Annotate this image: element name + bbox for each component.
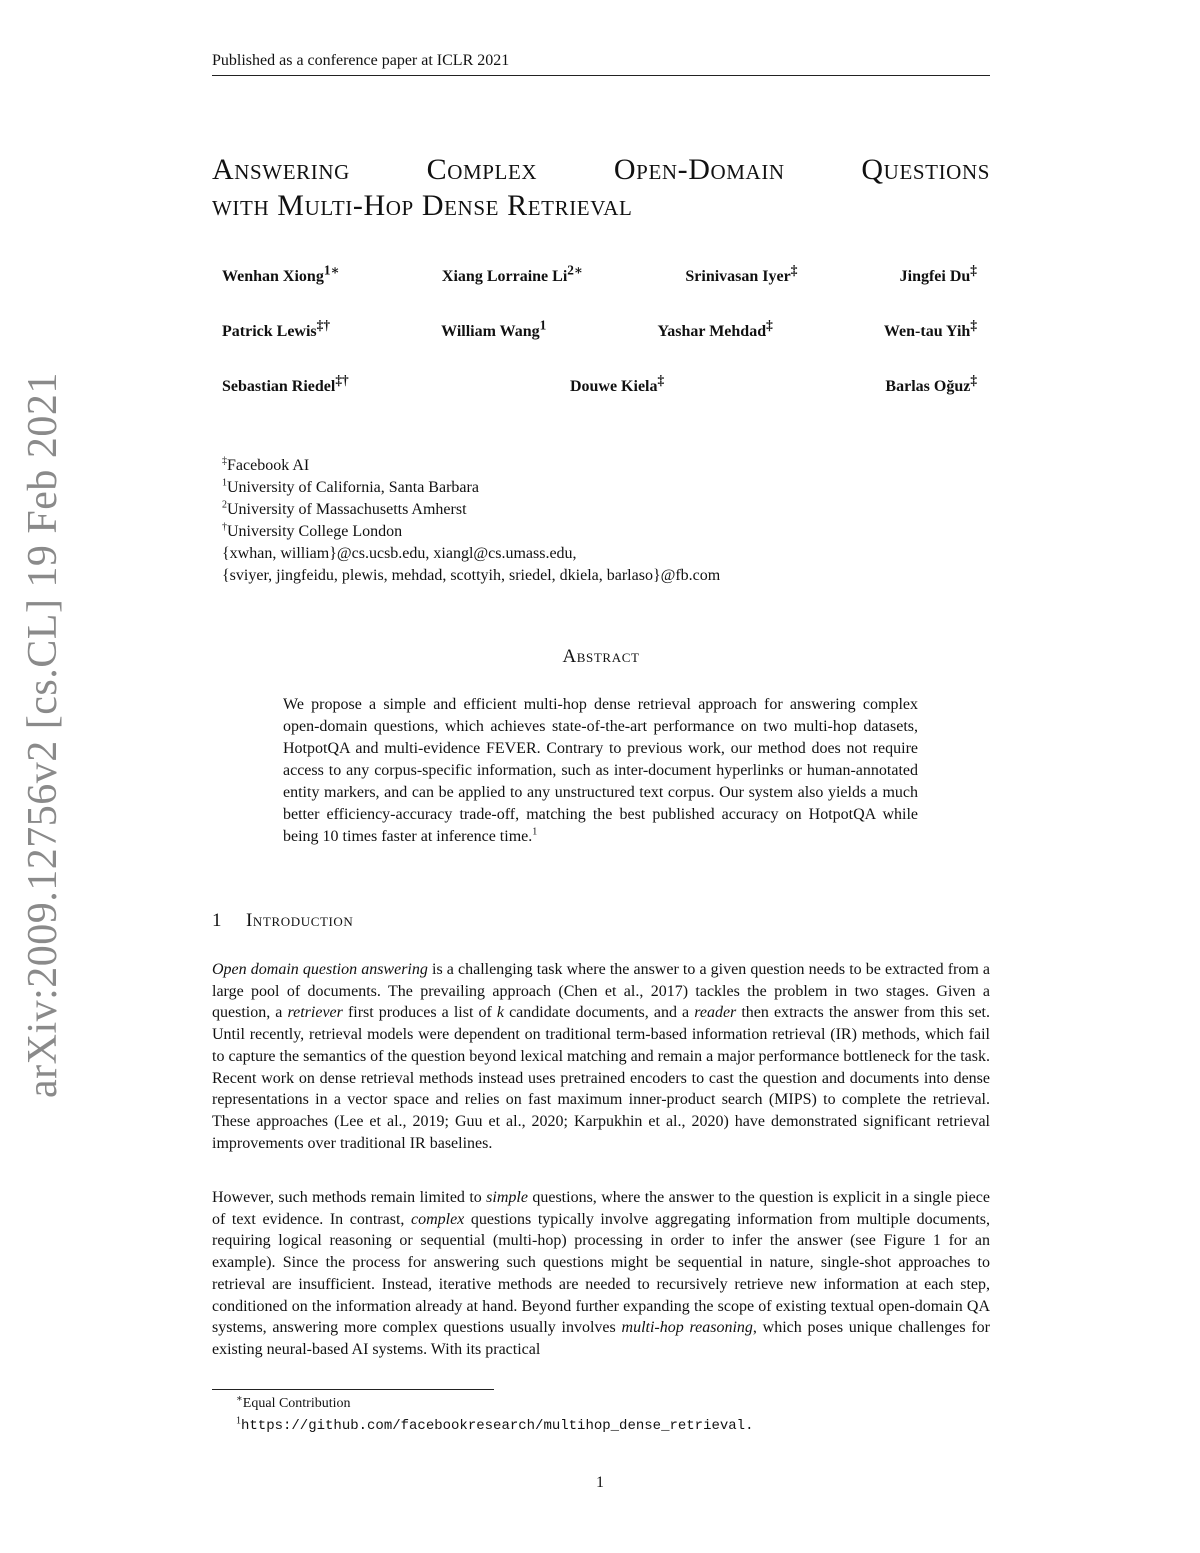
abstract-text: We propose a simple and efficient multi-hop dense retrieval approach for answering complex open-domain questions, which achieves state-of-the-art performance on two multi-hop datasets, HotpotQA and multi-evidence FEVER. Contrary to previous work, our method does not require access to any corpus-specific information, such as inter-document hyperlinks or human-annotated entity markers, and can be applied to any unstructured text corpus. Our system also yields a much better efficiency-accuracy trade-off, matching the best published accuracy on HotpotQA while being 10 times faster at inference time.$^1$: [283, 696, 918, 845]
author-row-1: [222, 262, 977, 286]
author-row-2: [222, 317, 977, 341]
author: Barlas Oğuz‡: [885, 372, 977, 395]
title-word: Complex: [426, 153, 538, 186]
section-title: Introduction: [246, 910, 354, 931]
abstract-heading: Abstract: [562, 646, 640, 667]
author: Srinivasan Iyer‡: [685, 262, 798, 285]
affiliation-line: ‡Facebook AI: [222, 455, 310, 474]
footnote-equal-contribution: ∗Equal Contribution: [236, 1393, 351, 1411]
section-heading: [212, 910, 353, 932]
author: Patrick Lewis‡†: [222, 317, 330, 340]
footnote-marker[interactable]: 1: [532, 826, 538, 838]
title-line-2: with Multi-Hop Dense Retrieval: [212, 189, 633, 222]
author: Sebastian Riedel‡†: [222, 372, 349, 395]
title-line-1: [212, 152, 990, 188]
author-row-3: [222, 372, 977, 396]
author: Wen-tau Yih‡: [883, 317, 977, 340]
affiliation-line: $^1$University of California, Santa Barbara: [222, 477, 479, 496]
title-word: Answering: [212, 153, 350, 186]
author: Xiang Lorraine $Li^{2∗}$: [441, 262, 584, 285]
affiliation-line: †University College London: [222, 521, 403, 540]
author: William Wang$^1$: [441, 317, 547, 340]
arxiv-identifier-stamp: arXiv:2009.12756v2 [cs.CL] 19 Feb 2021: [20, 372, 66, 1098]
email-line: {sviyer, jingfeidu, plewis, mehdad, scottyih, sriedel, dkiela, barlaso}@fb.com: [222, 567, 721, 584]
intro-paragraph-2: However, such methods remain limited to simple questions, where the answer to the question is explicit in a single piece of text evidence. In contrast, complex questions typically involve aggregating information from multiple documents, requiring logical reasoning or sequential (multi-hop) processing in order to infer the answer (see Figure 1 for an example). Since the process for answering such questions might be sequential in nature, single-shot approaches to retrieval are insufficient. Instead, iterative methods are needed to recursively retrieve new information at each step, conditioned on the information already at hand. Beyond further expanding the scope of existing textual open-domain QA systems, answering more complex questions usually involves multi-hop reasoning, which poses unique challenges for existing neural-based AI systems. With its practical: [212, 1189, 991, 1358]
running-header: Published as a conference paper at ICLR 2021: [212, 52, 990, 76]
section-number: 1: [212, 910, 223, 931]
footnote-divider: [212, 1389, 494, 1390]
author: Wenhan Xiong$^{1∗}$: [222, 262, 340, 285]
author: Jingfei Du‡: [899, 262, 977, 285]
footnote-code-link: $^1$https://github.com/facebookresearch/multihop_dense_retrieval.: [236, 1415, 754, 1434]
title-word: Questions: [861, 153, 990, 186]
title-word: Open-Domain: [613, 153, 785, 186]
author: Douwe Kiela‡: [569, 372, 665, 395]
author: Yashar Mehdad‡: [657, 317, 773, 340]
paper-title: [212, 152, 990, 224]
email-line: {xwhan, william}@cs.ucsb.edu, xiangl@cs.umass.edu,: [222, 545, 577, 562]
affiliations: [222, 455, 720, 587]
intro-paragraph-1: Open domain question answering is a challenging task where the answer to a given question needs to be extracted from a large pool of documents. The prevailing approach (Chen et al., 2017) tackles the problem in two stages. Given a question, a retriever first produces a list of k candidate documents, and a reader then extracts the answer from this set. Until recently, retrieval models were dependent on traditional term-based information retrieval (IR) methods, which fail to capture the semantics of the question beyond lexical matching and remain a major performance bottleneck for the task. Recent work on dense retrieval methods instead uses pretrained encoders to cast the question and documents into dense representations in a vector space and relies on fast maximum inner-product search (MIPS) to complete the retrieval. These approaches (Lee et al., 2019; Guu et al., 2020; Karpukhin et al., 2020) have demonstrated significant retrieval improvements over traditional IR baselines.: [212, 961, 991, 1152]
repository-link[interactable]: https://github.com/facebookresearch/multihop_dense_retrieval.: [241, 1418, 754, 1434]
page-number: 1: [596, 1474, 604, 1491]
affiliation-line: $^2$University of Massachusetts Amherst: [222, 499, 467, 518]
